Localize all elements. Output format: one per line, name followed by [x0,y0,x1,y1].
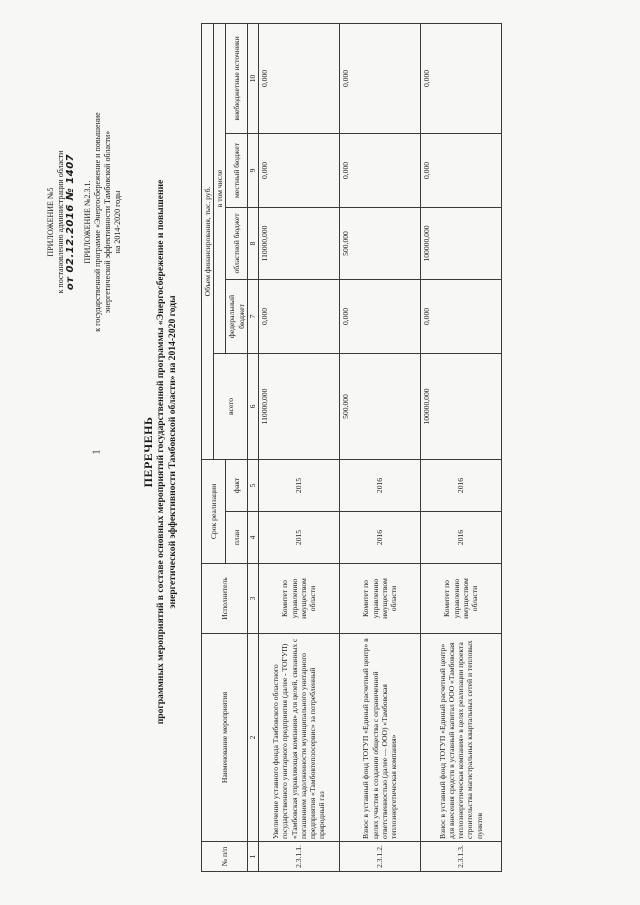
row-plan: 2016 [420,512,501,564]
col-header-local: местный бюджет [226,133,247,207]
col-header-funding: Объем финансирования, тыс. руб. [202,23,214,459]
page-number: 1 [91,449,103,455]
row-regional: 110000,000 [258,207,339,279]
measures-table [201,23,502,872]
document-title: ПЕРЕЧЕНЬ [141,416,155,488]
program-line-1: к государственной программе «Энергосбережение и повышение [93,112,102,332]
row-fact: 2016 [339,459,420,511]
row-num: 2.3.1.1. [258,842,339,872]
row-local: 0,000 [420,133,501,207]
program-appendix-label: ПРИЛОЖЕНИЕ №2.3.1. [83,180,92,264]
col-header-federal: федеральный бюджет [226,279,247,353]
column-number: 9 [247,133,258,207]
row-total: 500,000 [339,353,420,459]
program-line-2: энергетической эффективности Тамбовской области» [103,130,112,314]
column-number: 4 [247,512,258,564]
document-subtitle-line-2: энергетической эффективности Тамбовской области» на 2014-2020 годы [166,295,178,609]
document-subtitle-line-1: программных мероприятий в составе основных мероприятий государственной программы «Энергосбережение и повышение [155,179,166,725]
col-header-fact: факт [226,459,247,511]
table-row [339,23,420,871]
row-plan: 2015 [258,512,339,564]
row-total: 100000,000 [420,353,501,459]
row-name: Увеличение уставного фонда Тамбовского областного государственного унитарного предприятия (далее - ТОГУП) «Тамбовская управляющая компания» для целей, связанных с погашением задолженности муниципального унитарного предприятия «Тамбовтеплосервис» за потребленный природный газ [258,634,339,842]
program-line-3: на 2014-2020 годы [113,190,122,254]
row-federal: 0,000 [420,279,501,353]
column-number: 8 [247,207,258,279]
appendix-header [46,22,123,422]
table-row [420,23,501,871]
column-number: 7 [247,279,258,353]
row-regional: 100000,000 [420,207,501,279]
appendix-label: ПРИЛОЖЕНИЕ №5 [46,187,55,257]
resolution-label: к постановлению администрации области [56,150,65,294]
row-extra: 0,000 [258,23,339,133]
col-header-num: № п/п [202,842,248,872]
row-executor: Комитет по управлению имуществом области [258,564,339,634]
column-number: 1 [247,842,258,872]
row-executor: Комитет по управлению имуществом области [339,564,420,634]
row-num: 2.3.1.3. [420,842,501,872]
handwritten-date: от 02.12.2016 № 1407 [65,153,76,291]
row-federal: 0,000 [258,279,339,353]
row-name: Взнос в уставный фонд ТОГУП «Единый расчетный центр» в целях участия в создании общества с ограниченной ответственностью (далее — ООО) «Тамбовская теплоэнергетическая компания» [339,634,420,842]
col-header-regional: областной бюджет [226,207,247,279]
row-federal: 0,000 [339,279,420,353]
row-fact: 2015 [258,459,339,511]
row-extra: 0,000 [339,23,420,133]
table-header-row-1 [202,23,214,871]
column-number: 10 [247,23,258,133]
row-num: 2.3.1.2. [339,842,420,872]
row-executor: Комитет по управлению имуществом области [420,564,501,634]
row-local: 0,000 [258,133,339,207]
document-title-block [141,32,178,872]
col-header-period: Срок реализации [202,459,226,563]
row-name: Взнос в уставный фонд ТОГУП «Единый расчетный центр» для внесения средств в уставный капитал ООО «Тамбовская теплоэнергетическая компания» в целях реализации проекта строительства магистральных квартальных сетей и тепловых пунктов [420,634,501,842]
column-number: 6 [247,353,258,459]
col-header-extra: внебюджетные источники [226,23,247,133]
column-number: 3 [247,564,258,634]
column-number: 5 [247,459,258,511]
col-header-executor: Исполнитель [202,564,248,634]
column-number: 2 [247,634,258,842]
table-row [258,23,339,871]
col-header-name: Наименование мероприятия [202,634,248,842]
row-total: 110000,000 [258,353,339,459]
column-number-row [247,23,258,871]
document-sheet [36,12,596,892]
col-header-including: в том числе [214,23,226,353]
row-extra: 0,000 [420,23,501,133]
col-header-total: всего [214,353,248,459]
row-regional: 500,000 [339,207,420,279]
row-plan: 2016 [339,512,420,564]
row-fact: 2016 [420,459,501,511]
row-local: 0,000 [339,133,420,207]
col-header-plan: план [226,512,247,564]
